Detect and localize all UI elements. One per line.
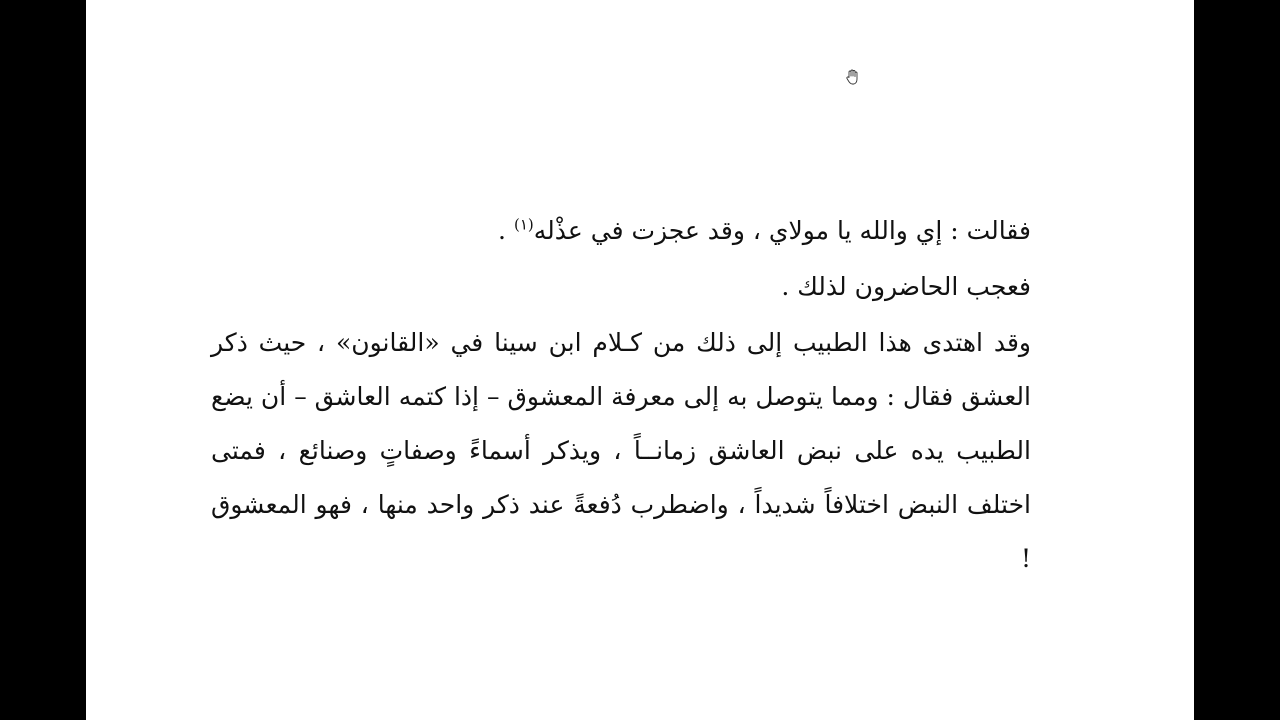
paragraph-3-text: وقد اهتدى هذا الطبيب إلى ذلك من كـلام ابن سينا في «القانون» ، حيث ذكر العشق فقال : ومما يتوصل به إلى معرفة المعشوق – إذا كتمه العاشق – أن يضع الطبيب يده على نبض العاشق زمانــاً ، ويذكر أسماءً وصفاتٍ وصنائع ، فمتى اختلف النبض اختلافاً شديداً ، واضطرب دُفعةً عند ذكر واحد منها ، فهو المعشوق !	[211, 328, 1031, 573]
paragraph-1-tail: .	[498, 216, 514, 245]
paragraph-1	[211, 204, 1031, 258]
paragraph-2	[211, 260, 1031, 314]
document-page	[86, 0, 1194, 720]
paragraph-2-text: فعجب الحاضرون لذلك .	[781, 272, 1031, 301]
paragraph-3	[211, 316, 1031, 586]
footnote-reference[interactable]: (١)	[513, 215, 534, 234]
hand-cursor-icon	[844, 68, 864, 88]
paragraph-1-text: فقالت : إي والله يا مولاي ، وقد عجزت في عذْله	[533, 216, 1031, 245]
page-text	[211, 200, 1031, 586]
